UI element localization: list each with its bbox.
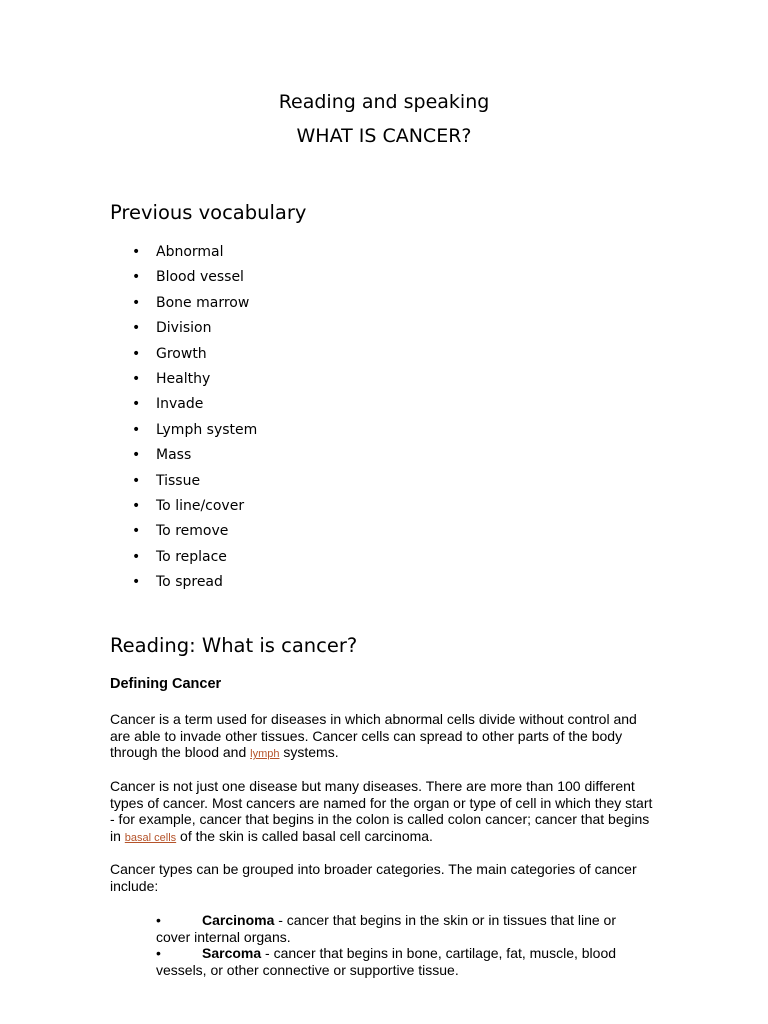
- vocabulary-item: • To replace: [110, 548, 257, 573]
- vocabulary-item: • Abnormal: [110, 243, 257, 268]
- vocabulary-item: • To remove: [110, 522, 257, 547]
- vocabulary-item: • Bone marrow: [110, 294, 257, 319]
- vocabulary-item: • Lymph system: [110, 421, 257, 446]
- reading-heading: Reading: What is cancer?: [110, 634, 358, 657]
- paragraph-1-text-after: systems.: [279, 744, 339, 761]
- page-title: Reading and speaking: [278, 91, 490, 113]
- vocabulary-list: [110, 243, 257, 598]
- paragraph-2: [110, 778, 655, 846]
- vocabulary-item: • Growth: [110, 345, 257, 370]
- lymph-link[interactable]: lymph: [250, 748, 280, 761]
- defining-cancer-heading: Defining Cancer: [110, 676, 222, 692]
- paragraph-3: Cancer types can be grouped into broader categories. The main categories of cancer include:: [110, 861, 637, 894]
- cancer-categories-list: [156, 912, 636, 978]
- paragraph-1: [110, 711, 655, 763]
- category-item-sarcoma: [156, 945, 636, 978]
- category-description: - cancer that begins in bone, cartilage, fat, muscle, blood vessels, or other connective or supportive tissue.: [156, 945, 617, 978]
- bullet: •: [156, 945, 161, 962]
- page-subtitle: WHAT IS CANCER?: [296, 125, 472, 147]
- paragraph-2-text-before: Cancer is not just one disease but many diseases. There are more than 100 different types of cancer. Most cancers are named for the organ or type of cell in which they start - for example, cancer that begins in the colon is called colon cancer; cancer that begins in: [110, 778, 653, 844]
- vocabulary-item: • Tissue: [110, 472, 257, 497]
- paragraph-1-text-before: Cancer is a term used for diseases in which abnormal cells divide without control and are able to invade other tissues. Cancer cells can spread to other parts of the body through the blood and: [110, 711, 637, 761]
- basal-cells-link[interactable]: basal cells: [124, 831, 177, 844]
- category-name: Carcinoma: [202, 912, 275, 928]
- vocabulary-item: • Mass: [110, 446, 257, 471]
- vocabulary-item: • Invade: [110, 395, 257, 420]
- vocabulary-item: • Blood vessel: [110, 268, 257, 293]
- vocabulary-heading: Previous vocabulary: [110, 201, 307, 224]
- vocabulary-item: • Division: [110, 319, 257, 344]
- category-description: - cancer that begins in the skin or in tissues that line or cover internal organs.: [156, 912, 616, 945]
- vocabulary-item: • Healthy: [110, 370, 257, 395]
- category-item-carcinoma: [156, 912, 636, 945]
- vocabulary-item: • To line/cover: [110, 497, 257, 522]
- category-name: Sarcoma: [202, 945, 262, 962]
- vocabulary-item: • To spread: [110, 573, 257, 598]
- bullet: •: [156, 912, 161, 928]
- paragraph-2-text-after: of the skin is called basal cell carcinoma.: [176, 827, 433, 844]
